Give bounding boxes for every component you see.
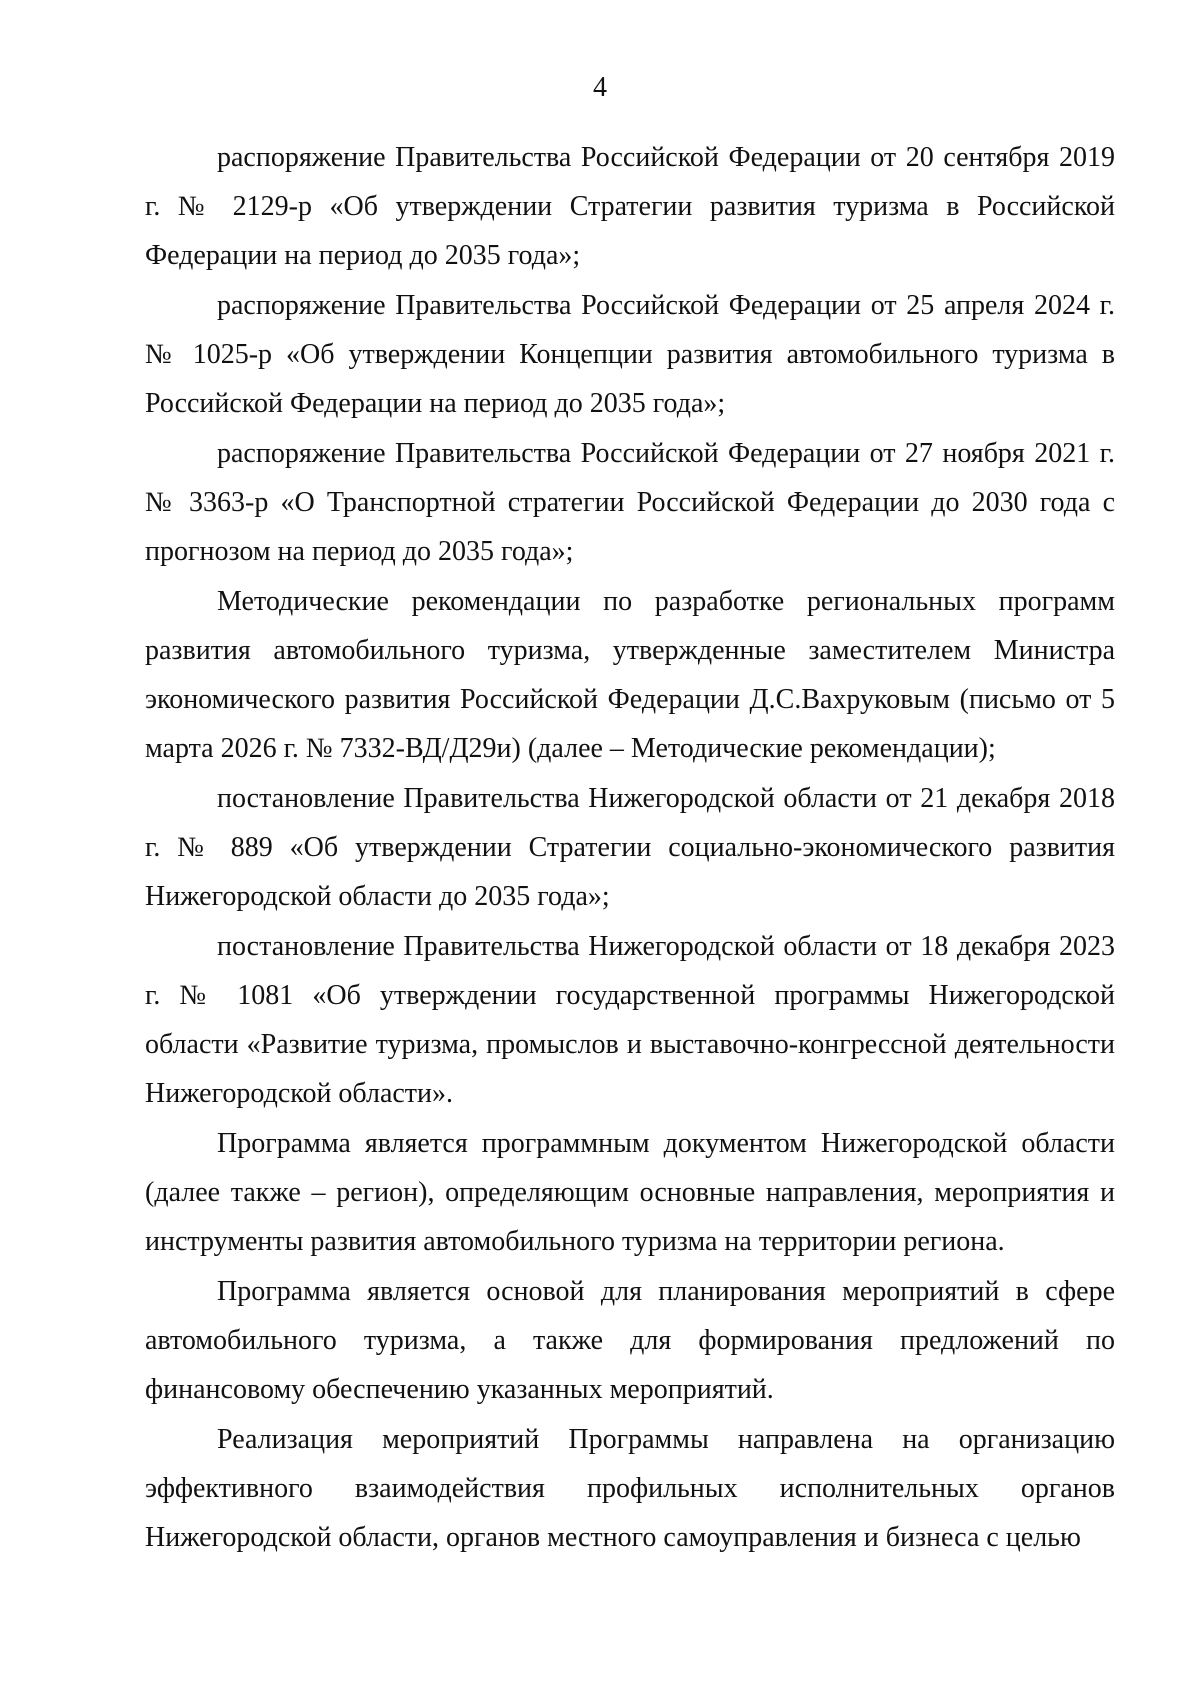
paragraph-methodical-recommendations: Методические рекомендации по разработке региональных программ развития автомобильного туризма, утвержденные заместителем Министра экономического развития Российской Федерации Д.С.Вахруковым (письмо от 5 марта 2026 г. № 7332-ВД/Д29и) (далее – Методические рекомендации); [145, 586, 1115, 764]
document-body [145, 133, 1115, 1563]
paragraph-program-basis: Программа является основой для планирования мероприятий в сфере автомобильного туризма, а также для формирования предложений по финансовому обеспечению указанных мероприятий. [145, 1276, 1115, 1405]
page-number: 4 [593, 72, 607, 103]
paragraph-program-implementation: Реализация мероприятий Программы направлена на организацию эффективного взаимодействия профильных исполнительных органов Нижегородской области, органов местного самоуправления и бизнеса с целью [145, 1424, 1115, 1553]
paragraph-auto-tourism-concept: распоряжение Правительства Российской Федерации от 25 апреля 2024 г. № 1025-р «Об утверждении Концепции развития автомобильного туризма в Российской Федерации на период до 2035 года»; [145, 290, 1115, 419]
paragraph-regional-strategy: постановление Правительства Нижегородской области от 21 декабря 2018 г. № 889 «Об утверждении Стратегии социально-экономического развития Нижегородской области до 2035 года»; [145, 783, 1115, 912]
paragraph-state-program: постановление Правительства Нижегородской области от 18 декабря 2023 г. № 1081 «Об утверждении государственной программы Нижегородской области «Развитие туризма, промыслов и выставочно-конгрессной деятельности Нижегородской области». [145, 931, 1115, 1109]
paragraph-tourism-strategy: распоряжение Правительства Российской Федерации от 20 сентября 2019 г. № 2129-р «Об утверждении Стратегии развития туризма в Российской Федерации на период до 2035 года»; [145, 142, 1115, 271]
paragraph-program-definition: Программа является программным документом Нижегородской области (далее также – регион), определяющим основные направления, мероприятия и инструменты развития автомобильного туризма на территории региона. [145, 1128, 1115, 1257]
paragraph-transport-strategy: распоряжение Правительства Российской Федерации от 27 ноября 2021 г. № 3363-р «О Транспортной стратегии Российской Федерации до 2030 года с прогнозом на период до 2035 года»; [145, 438, 1115, 567]
